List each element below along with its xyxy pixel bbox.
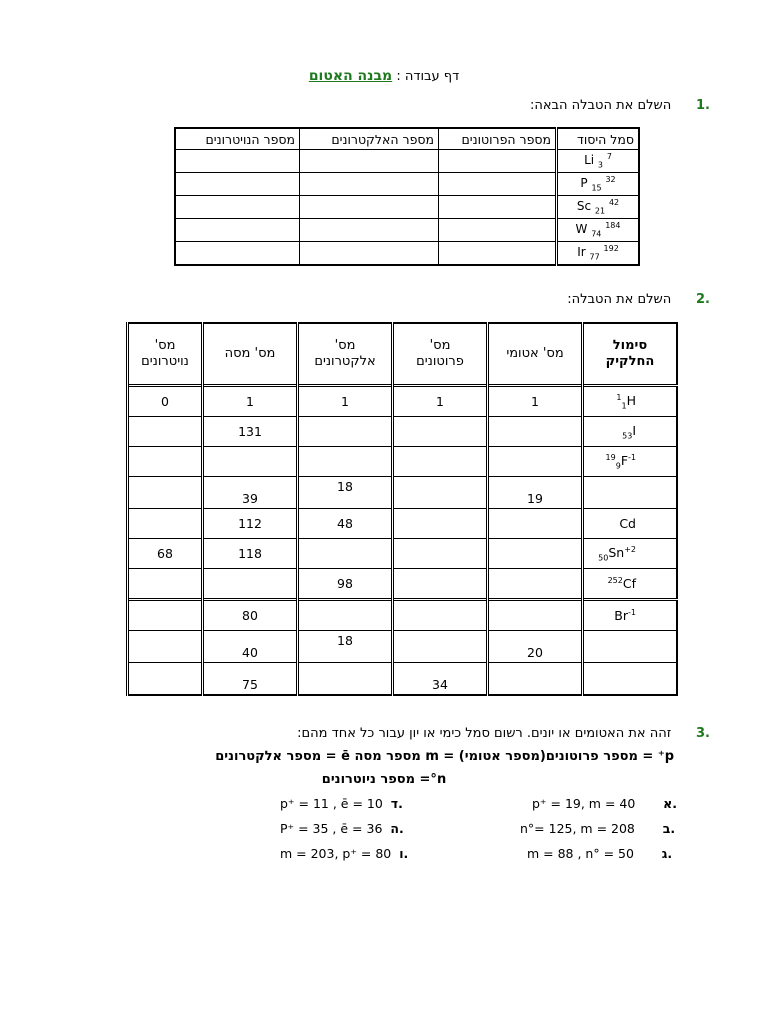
cell-protons[interactable] xyxy=(393,539,488,569)
cell-neutrons[interactable]: 0 xyxy=(128,386,203,417)
symbol: Sn xyxy=(608,544,625,560)
answer-cell[interactable] xyxy=(439,150,557,173)
question-3-text: זהה את האטומים או יונים. רשום סמל כימי או יון עבור כל אחד מהם: xyxy=(297,726,672,741)
cell-neutrons[interactable] xyxy=(128,631,203,663)
cell-atomic[interactable] xyxy=(488,509,583,539)
table-2-row xyxy=(128,386,678,417)
cell-neutrons[interactable] xyxy=(128,477,203,509)
cell-mass[interactable]: 75 xyxy=(203,663,298,696)
question-1 xyxy=(530,98,710,113)
atomic-number: 15 xyxy=(591,183,602,193)
cell-atomic[interactable] xyxy=(488,600,583,631)
cell-protons[interactable] xyxy=(393,477,488,509)
question-3-number: .3 xyxy=(696,726,710,741)
cell-atomic[interactable] xyxy=(488,417,583,447)
table-1-row xyxy=(175,219,639,242)
question-3-item xyxy=(280,846,408,861)
cell-protons[interactable] xyxy=(393,569,488,600)
table-1-row xyxy=(175,242,639,266)
cell-electrons[interactable] xyxy=(298,417,393,447)
cell-protons[interactable]: 34 xyxy=(393,663,488,696)
item-text: m = 88 , n° = 50 xyxy=(527,846,634,861)
cell-neutrons[interactable] xyxy=(128,663,203,696)
table-2-col-protons-l2: פרוטונים xyxy=(416,354,464,369)
element-symbol xyxy=(557,242,640,266)
question-3-item xyxy=(527,846,672,861)
table-2-col-protons-l1: מס' xyxy=(429,338,451,353)
question-2-number: .2 xyxy=(696,292,710,307)
cell-mass[interactable] xyxy=(203,569,298,600)
answer-cell[interactable] xyxy=(175,150,300,173)
atomic-number: 9 xyxy=(615,461,621,471)
item-label: ו. xyxy=(399,846,409,861)
particle-symbol xyxy=(583,539,678,569)
cell-neutrons[interactable] xyxy=(128,417,203,447)
cell-protons[interactable] xyxy=(393,600,488,631)
table-1-header xyxy=(175,128,639,150)
cell-atomic[interactable] xyxy=(488,447,583,477)
mass-number: 42 xyxy=(608,198,620,208)
cell-mass[interactable]: 40 xyxy=(203,631,298,663)
cell-protons[interactable] xyxy=(393,631,488,663)
particle-symbol xyxy=(583,631,678,663)
cell-atomic[interactable] xyxy=(488,539,583,569)
symbol: Ir xyxy=(577,245,586,260)
symbol: W xyxy=(575,222,588,237)
table-2-row xyxy=(128,631,678,663)
legend-line-1: p⁺ = מספר פרוטונים(מספר אטומי) = m מספר מסה ē = מספר אלקטרונים xyxy=(215,749,674,764)
atomic-number: 1 xyxy=(621,401,627,411)
atomic-number: 74 xyxy=(591,229,602,239)
table-2-col-protons xyxy=(393,323,488,386)
item-label: א. xyxy=(663,796,677,811)
table-2-row xyxy=(128,539,678,569)
particle-symbol xyxy=(583,417,678,447)
symbol: Cd xyxy=(619,516,636,531)
symbol: Sc xyxy=(576,199,592,214)
symbol: F xyxy=(620,452,629,468)
mass-number: 32 xyxy=(605,175,616,185)
question-2 xyxy=(567,292,710,307)
cell-atomic[interactable] xyxy=(488,569,583,600)
element-symbol xyxy=(557,196,640,219)
cell-electrons[interactable] xyxy=(298,447,393,477)
cell-mass[interactable]: 112 xyxy=(203,509,298,539)
table-1-col-symbol: סמל היסוד xyxy=(557,128,640,150)
title-main: מבנה האטום xyxy=(308,68,393,84)
answer-cell[interactable] xyxy=(439,219,557,242)
answer-cell[interactable] xyxy=(300,219,439,242)
cell-electrons[interactable]: 18 xyxy=(298,477,393,509)
table-2-col-neutrons-l1: מס' xyxy=(154,338,176,353)
cell-mass[interactable]: 118 xyxy=(203,539,298,569)
table-2-col-mass-l1: מס' מסה xyxy=(224,346,276,361)
answer-cell[interactable] xyxy=(300,173,439,196)
charge: -1 xyxy=(628,607,636,617)
atomic-number: 50 xyxy=(598,553,609,563)
answer-cell[interactable] xyxy=(175,219,300,242)
table-2-col-neutrons-l2: נויטרונים xyxy=(141,354,189,369)
cell-electrons[interactable]: 1 xyxy=(298,386,393,417)
table-1 xyxy=(174,127,640,266)
table-2-col-atomic-l1: מס' אטומי xyxy=(506,346,564,361)
table-2-row xyxy=(128,447,678,477)
title-prefix: דף עבודה : xyxy=(396,69,460,84)
item-label: ג. xyxy=(661,846,673,861)
question-1-text: השלם את הטבלה הבאה: xyxy=(529,98,672,113)
question-1-number: .1 xyxy=(696,98,710,113)
atomic-number: 53 xyxy=(622,431,633,441)
cell-neutrons[interactable] xyxy=(128,509,203,539)
question-3-item xyxy=(520,821,675,836)
table-2-col-electrons-l2: אלקטרונים xyxy=(314,354,376,369)
cell-mass[interactable]: 131 xyxy=(203,417,298,447)
answer-cell[interactable] xyxy=(175,242,300,266)
symbol: I xyxy=(632,422,636,438)
cell-neutrons[interactable] xyxy=(128,569,203,600)
table-1-col-protons: מספר הפרוטונים xyxy=(439,128,557,150)
cell-electrons[interactable] xyxy=(298,600,393,631)
element-symbol xyxy=(557,150,640,173)
answer-cell[interactable] xyxy=(300,150,439,173)
cell-electrons[interactable]: 18 xyxy=(298,631,393,663)
particle-symbol xyxy=(583,447,678,477)
cell-mass[interactable]: 39 xyxy=(203,477,298,509)
symbol: Cf xyxy=(622,576,636,592)
element-symbol xyxy=(557,173,640,196)
question-3-item xyxy=(280,821,404,836)
atomic-number: 21 xyxy=(594,206,606,216)
table-2-col-mass xyxy=(203,323,298,386)
atomic-number: 77 xyxy=(589,252,600,262)
cell-protons[interactable] xyxy=(393,417,488,447)
cell-mass[interactable]: 1 xyxy=(203,386,298,417)
charge: -1 xyxy=(628,452,636,462)
mass-number: 19 xyxy=(605,452,616,462)
table-1-row xyxy=(175,150,639,173)
table-2-row xyxy=(128,477,678,509)
question-2-text: השלם את הטבלה: xyxy=(567,292,672,307)
table-2-row xyxy=(128,600,678,631)
cell-electrons[interactable] xyxy=(298,539,393,569)
legend-line-2: n°= מספר ניוטרונים xyxy=(321,772,447,787)
table-2-col-symbol-l1: סימול xyxy=(612,338,648,353)
item-text: n°= 125, m = 208 xyxy=(520,821,635,836)
table-1-col-neutrons: מספר הנויטרונים xyxy=(175,128,300,150)
symbol: Br xyxy=(614,608,629,624)
cell-electrons[interactable]: 98 xyxy=(298,569,393,600)
mass-number: 1 xyxy=(616,392,622,402)
answer-cell[interactable] xyxy=(439,242,557,266)
mass-number: 184 xyxy=(605,221,621,231)
cell-mass[interactable] xyxy=(203,447,298,477)
particle-symbol xyxy=(583,386,678,417)
cell-neutrons[interactable]: 68 xyxy=(128,539,203,569)
table-2-col-symbol xyxy=(583,323,678,386)
cell-neutrons[interactable] xyxy=(128,600,203,631)
table-1-col-electrons: מספר האלקטרונים xyxy=(300,128,439,150)
answer-cell[interactable] xyxy=(175,173,300,196)
table-2-col-atomic xyxy=(488,323,583,386)
symbol: H xyxy=(626,392,636,408)
particle-symbol xyxy=(583,477,678,509)
table-1-row xyxy=(175,173,639,196)
item-text: p⁺ = 19, m = 40 xyxy=(532,796,636,811)
answer-cell[interactable] xyxy=(300,196,439,219)
mass-number: 7 xyxy=(606,152,612,162)
symbol: Li xyxy=(584,153,595,168)
table-2-col-electrons-l1: מס' xyxy=(334,338,356,353)
answer-cell[interactable] xyxy=(300,242,439,266)
item-text: P⁺ = 35 , ē = 36 xyxy=(280,821,383,836)
table-2-header xyxy=(128,323,678,386)
cell-electrons[interactable]: 48 xyxy=(298,509,393,539)
charge: +2 xyxy=(624,544,636,554)
cell-protons[interactable]: 1 xyxy=(393,386,488,417)
table-2-col-electrons xyxy=(298,323,393,386)
element-symbol xyxy=(557,219,640,242)
cell-neutrons[interactable] xyxy=(128,447,203,477)
item-text: m = 203, p⁺ = 80 xyxy=(280,846,392,861)
mass-number: 192 xyxy=(603,244,619,254)
page-title xyxy=(0,68,768,84)
table-1-row xyxy=(175,196,639,219)
item-label: ד. xyxy=(390,796,403,811)
cell-atomic[interactable] xyxy=(488,663,583,696)
cell-atomic[interactable]: 1 xyxy=(488,386,583,417)
table-2-col-symbol-l2: החלקיק xyxy=(605,354,655,369)
cell-mass[interactable]: 80 xyxy=(203,600,298,631)
table-2-row xyxy=(128,509,678,539)
atomic-number: 3 xyxy=(597,160,604,170)
answer-cell[interactable] xyxy=(439,196,557,219)
particle-symbol xyxy=(583,663,678,696)
mass-number: 252 xyxy=(607,575,623,585)
question-3 xyxy=(297,726,710,741)
item-label: ב. xyxy=(662,821,676,836)
table-2-col-neutrons xyxy=(128,323,203,386)
cell-atomic[interactable]: 20 xyxy=(488,631,583,663)
answer-cell[interactable] xyxy=(439,173,557,196)
question-3-item xyxy=(532,796,677,811)
item-label: ה. xyxy=(390,821,404,836)
answer-cell[interactable] xyxy=(175,196,300,219)
symbol: P xyxy=(580,176,588,191)
item-text: p⁺ = 11 , ē = 10 xyxy=(280,796,383,811)
particle-symbol xyxy=(583,509,678,539)
table-2-row xyxy=(128,569,678,600)
table-2 xyxy=(126,322,678,696)
question-3-item xyxy=(280,796,403,811)
particle-symbol xyxy=(583,600,678,631)
cell-protons[interactable] xyxy=(393,509,488,539)
table-2-row xyxy=(128,417,678,447)
cell-protons[interactable] xyxy=(393,447,488,477)
cell-atomic[interactable]: 19 xyxy=(488,477,583,509)
particle-symbol xyxy=(583,569,678,600)
cell-electrons[interactable] xyxy=(298,663,393,696)
table-2-row xyxy=(128,663,678,696)
